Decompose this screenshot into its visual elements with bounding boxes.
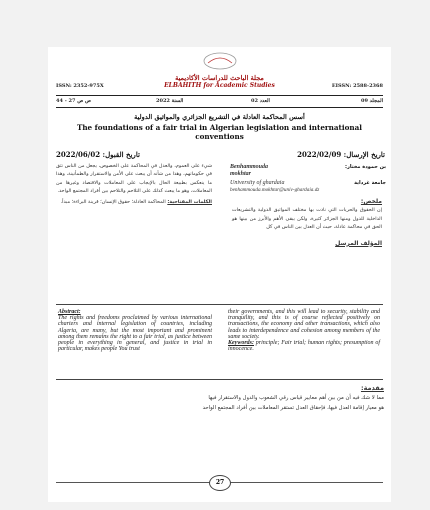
volume-number: المجلد 09 bbox=[360, 98, 383, 104]
abstract-arabic-text-right: إن الحقوق والحريات التي نادت بها مختلف المواثيق الدولية والتشريعات الداخلية للدول ومنها الجزائر كثيرة، ولكن يبقى الأهم والأبرز من بينها هو الحق في محاكمة عادلة، حيث أن العدل بين الناس في كل bbox=[232, 207, 382, 231]
pages-range: ص ص 27 - 44 bbox=[56, 98, 92, 104]
author-name-en-1: Benhammouda bbox=[230, 164, 269, 170]
journal-title-arabic: مجلة الباحث للدراسات الأكاديمية bbox=[175, 74, 264, 82]
keywords-arabic-label: الكلمات المفتاحية: bbox=[167, 198, 212, 205]
corresponding-author-label: المؤلف المرسل bbox=[335, 239, 382, 247]
year: السنة 2022 bbox=[156, 98, 184, 104]
journal-title-english: ELBAHITH for Academic Studies bbox=[164, 82, 275, 89]
article-title-english: The foundations of a fair trial in Algerian legislation and international conventions bbox=[76, 123, 363, 141]
abstract-english-text-left: The rights and freedoms proclaimed by various international charters and internal legislation of countries, including Algeria, are many, but the most important and prominent among them remains the right to a fair trial, as justice between people in everything in general, and justice in trial in particular, makes people You trust bbox=[58, 315, 212, 353]
abstract-arabic-text-left: شيء على العموم، والعدل في المحاكمة على الخصوص، يجعل من الناس تثق في حكوماتهم، وهذا من شأنه أن يبعث على الأمن والاستقرار والطمأنينة، وهذا ما ينعكس بطبيعة الحال بالإيجاب على المعاملات والاقتصاد وغيرها من المعاملات، وهو ما يبعث كذلك على التلاحم والتلاحم بين أفراد المجتمع الواحد. bbox=[56, 163, 212, 195]
issue-info-bar bbox=[56, 95, 383, 108]
author-block bbox=[230, 164, 386, 193]
author-name-ar: بن حمودة مختار: bbox=[345, 164, 386, 170]
university-en: University of ghardaia bbox=[230, 180, 285, 186]
issn: ISSN: 2352-975X bbox=[56, 83, 104, 89]
keywords-english: principle; Fair trial; human rights; presumption of innocence. bbox=[228, 340, 380, 353]
keywords-arabic: المحاكمة العادلة؛ حقوق الإنسان؛ قرينة البراءة؛ مبدأ. bbox=[60, 198, 166, 205]
issue-number: العدد 02 bbox=[251, 98, 270, 104]
university-ar: جامعة غرداية bbox=[354, 180, 386, 186]
abstract-arabic-heading: ملخص: bbox=[360, 198, 382, 205]
abstract-english-heading: Abstract: bbox=[58, 309, 81, 315]
eissn: EISSN: 2588-2368 bbox=[331, 83, 383, 89]
author-name-en-2: mokhtar bbox=[230, 171, 252, 177]
abstract-english-text-right: their governments, and this will lead to security, stability and tranquility, and this is of course reflected positively on transactions, the economy and other transactions, which also leads to interdependence and cohesion among members of the same society. bbox=[228, 309, 380, 340]
abstract-english-right bbox=[228, 309, 380, 352]
divider-line-2 bbox=[56, 379, 383, 380]
received-date: تاريخ الإرسال: 2022/02/09 bbox=[297, 150, 385, 159]
introduction bbox=[56, 383, 384, 413]
keywords-english-label: Keywords: bbox=[228, 340, 254, 347]
divider-line bbox=[56, 304, 383, 305]
article-title-arabic: أسس المحاكمة العادلة في التشريع الجزائري والمواثيق الدولية bbox=[134, 113, 305, 121]
abstract-english-left bbox=[58, 309, 212, 352]
accepted-date: تاريخ القبول: 2022/06/02 bbox=[56, 150, 140, 159]
abstract-arabic-right bbox=[232, 198, 382, 248]
introduction-heading: مقدمة: bbox=[360, 384, 384, 392]
abstract-arabic-left bbox=[56, 162, 212, 206]
page-number: 27 bbox=[209, 475, 231, 491]
journal-logo bbox=[48, 51, 391, 73]
author-email[interactable]: benhammouda.mokhtar@univ-ghardaia.dz bbox=[230, 187, 320, 193]
introduction-line-2: هو معيار إقامة العدل فيها، فإحقاق العدل تستقر المعاملات بين أفراد المجتمع الواحد bbox=[202, 405, 384, 411]
journal-page bbox=[48, 47, 391, 502]
introduction-line-1: مما لا شك فيه أن من بين أهم معايير قياس رقي الشعوب والدول والاستقرار فيها bbox=[208, 395, 384, 401]
